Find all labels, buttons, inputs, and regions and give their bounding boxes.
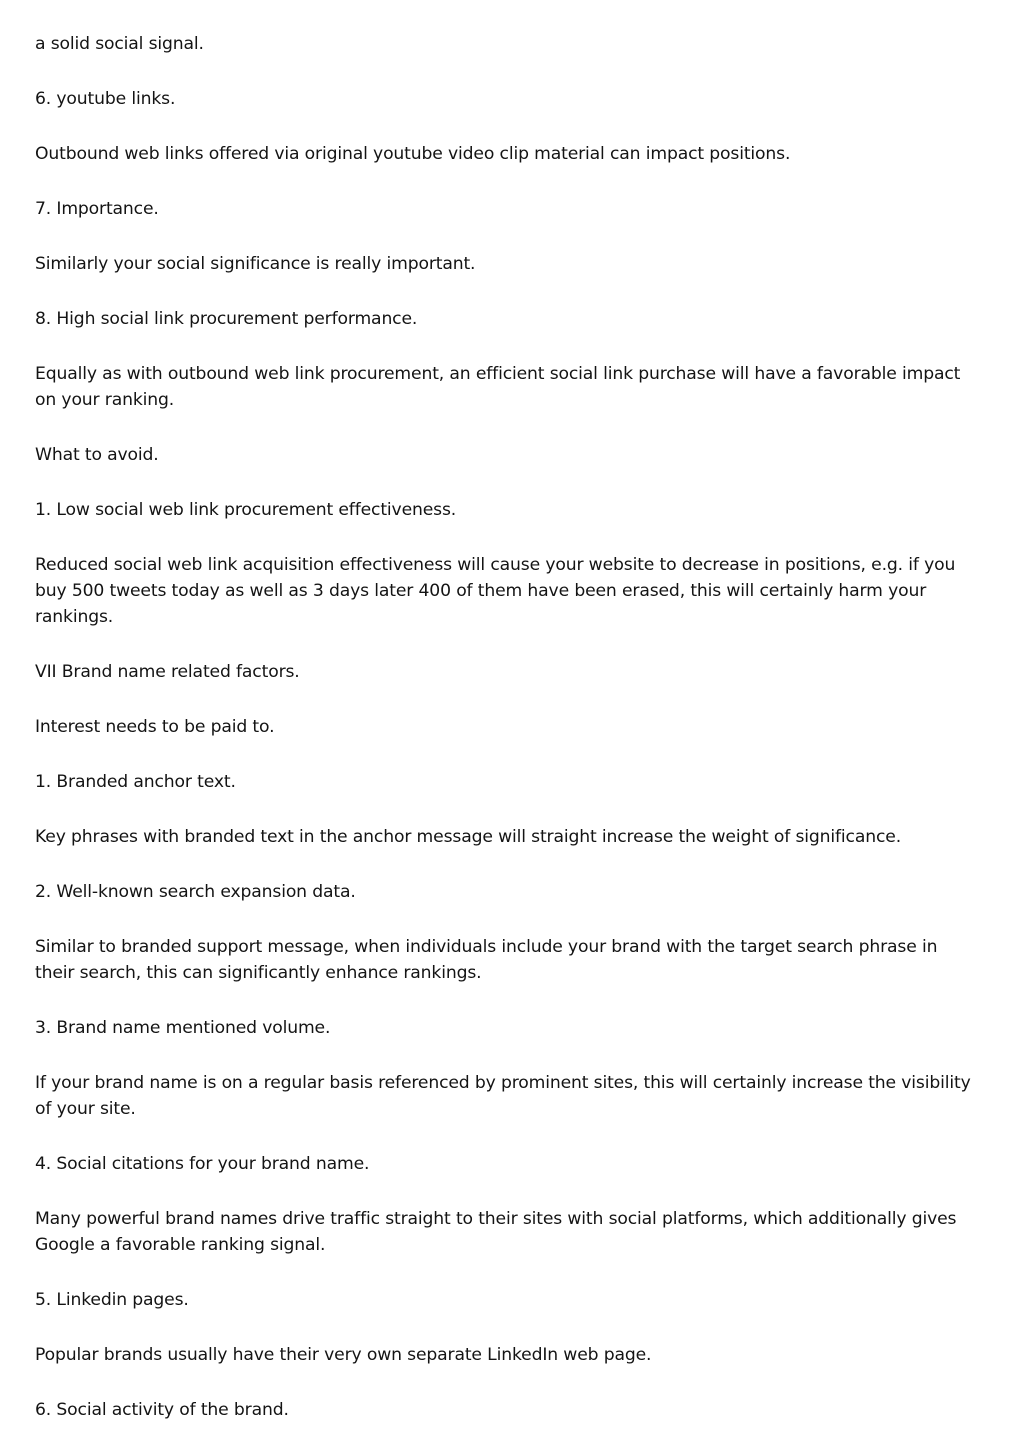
paragraph: Equally as with outbound web link procurement, an efficient social link purchase will have a favorable impact on your ranking.	[35, 364, 961, 410]
paragraph: Similar to branded support message, when individuals include your brand with the target search phrase in their search, this can significantly enhance rankings.	[35, 937, 938, 983]
list-heading: 8. High social link procurement performance.	[35, 309, 418, 329]
list-heading: 6. Social activity of the brand.	[35, 1400, 289, 1420]
list-heading: 7. Importance.	[35, 199, 159, 219]
paragraph: Key phrases with branded text in the anchor message will straight increase the weight of significance.	[35, 827, 902, 847]
paragraph: Outbound web links offered via original youtube video clip material can impact positions.	[35, 144, 791, 164]
list-heading: 3. Brand name mentioned volume.	[35, 1018, 331, 1038]
list-heading: 2. Well-known search expansion data.	[35, 882, 356, 902]
list-heading: 6. youtube links.	[35, 89, 176, 109]
section-subheading: Interest needs to be paid to.	[35, 717, 275, 737]
list-heading: 1. Low social web link procurement effectiveness.	[35, 500, 457, 520]
paragraph: If your brand name is on a regular basis referenced by prominent sites, this will certainly increase the visibility of your site.	[35, 1073, 971, 1119]
paragraph: a solid social signal.	[35, 34, 204, 54]
document-body	[35, 31, 980, 1452]
paragraph: Reduced social web link acquisition effectiveness will cause your website to decrease in positions, e.g. if you buy 500 tweets today as well as 3 days later 400 of them have been erased, this will certainly harm your rankings.	[35, 555, 956, 627]
paragraph: Many powerful brand names drive traffic straight to their sites with social platforms, which additionally gives Google a favorable ranking signal.	[35, 1209, 957, 1255]
list-heading: 5. Linkedin pages.	[35, 1290, 189, 1310]
paragraph: Similarly your social significance is really important.	[35, 254, 476, 274]
list-heading: 1. Branded anchor text.	[35, 772, 236, 792]
list-heading: 4. Social citations for your brand name.	[35, 1154, 370, 1174]
paragraph: Popular brands usually have their very own separate LinkedIn web page.	[35, 1345, 652, 1365]
section-subheading: What to avoid.	[35, 445, 159, 465]
section-heading: VII Brand name related factors.	[35, 662, 300, 682]
